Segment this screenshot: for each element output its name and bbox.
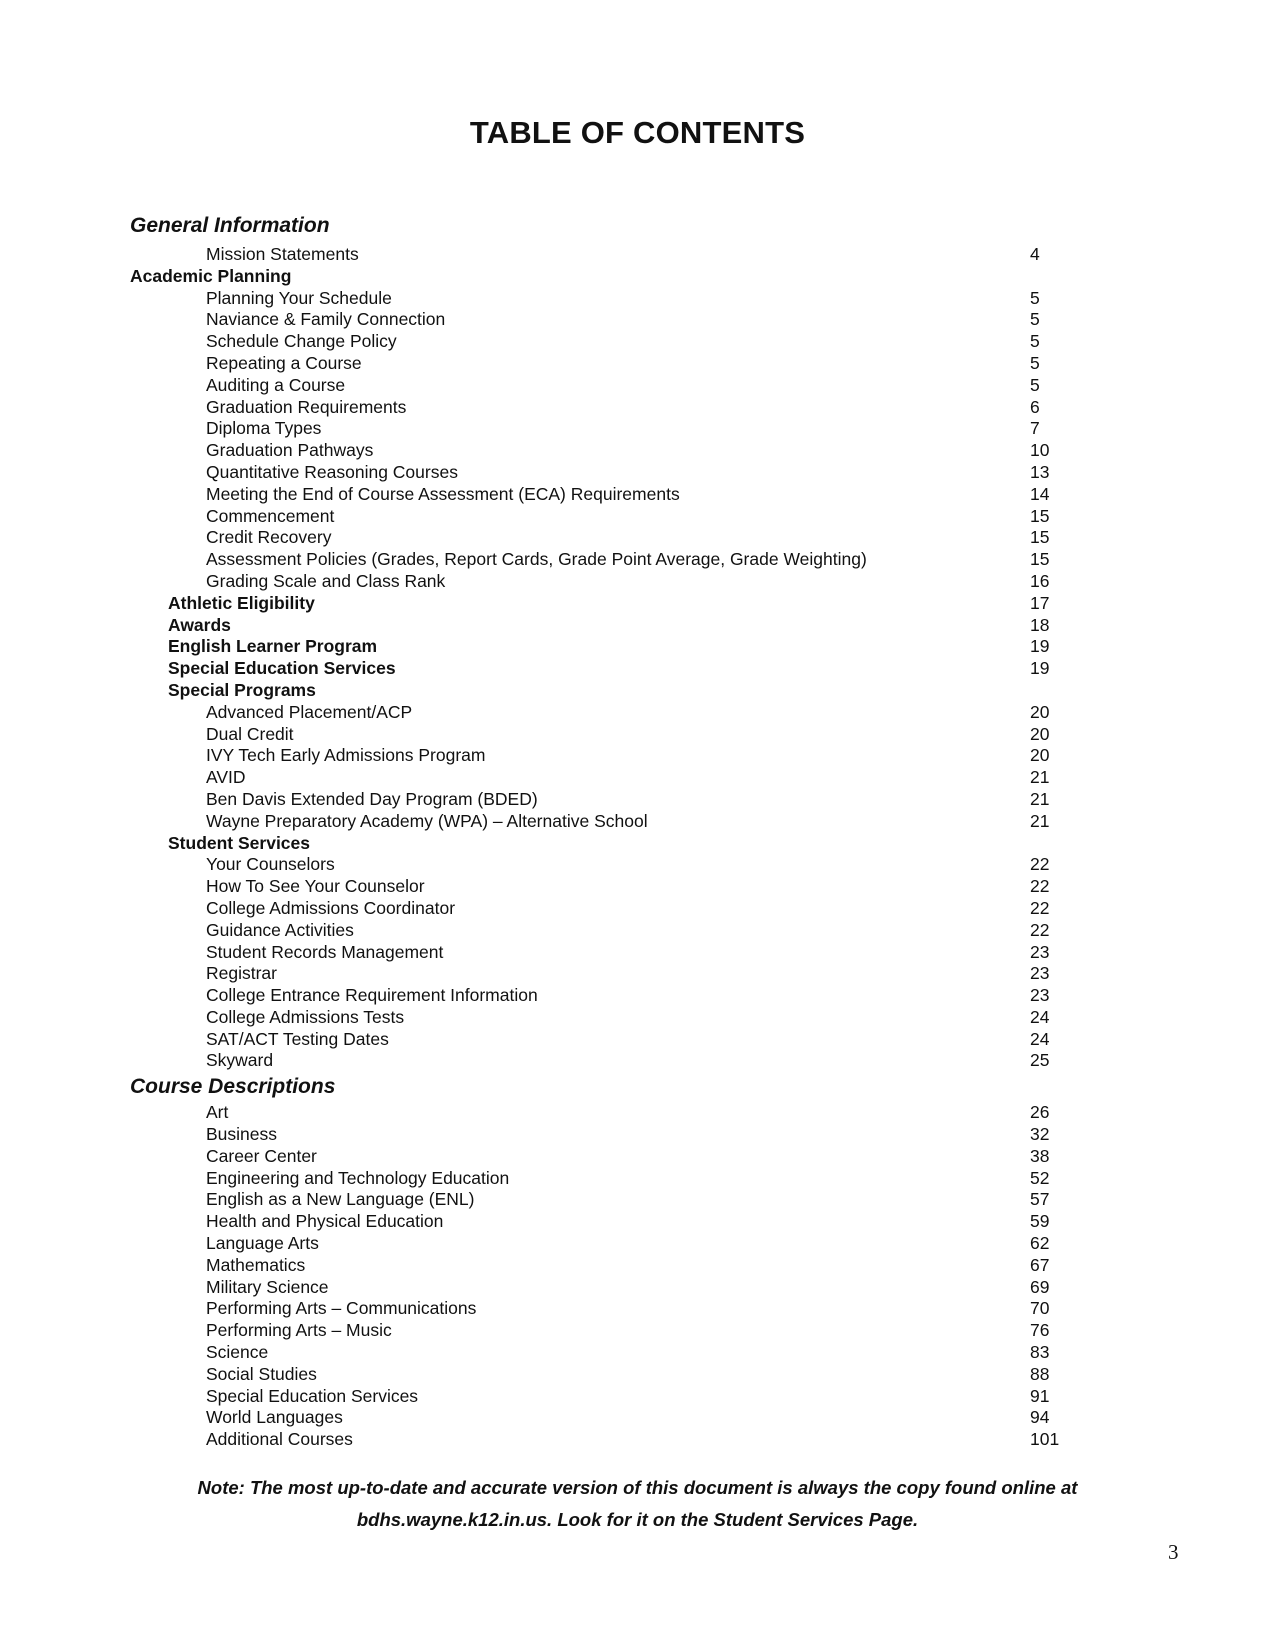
toc-entry-label: World Languages	[206, 1407, 343, 1428]
toc-heading	[130, 833, 1090, 855]
toc-entry-label: Science	[206, 1342, 269, 1363]
toc-entry-label: Health and Physical Education	[206, 1211, 444, 1232]
toc-entry-label: Commencement	[206, 505, 335, 526]
toc-entry-page: 4	[1030, 244, 1040, 264]
toc-entry-label: Athletic Eligibility	[168, 592, 315, 613]
toc-entry-label: Naviance & Family Connection	[206, 309, 446, 330]
toc-entry	[130, 1386, 1090, 1408]
toc-heading	[130, 593, 1090, 615]
toc-entry-label: How To See Your Counselor	[206, 876, 425, 897]
toc-entry-page: 83	[1030, 1342, 1050, 1363]
toc-entry-label: Registrar	[206, 963, 277, 984]
toc-entry	[130, 288, 1090, 310]
toc-entry-label: Student Services	[168, 832, 310, 853]
toc-entry	[130, 876, 1090, 898]
toc-entry	[130, 1407, 1090, 1429]
toc-entry	[130, 811, 1090, 833]
page-number: 3	[1168, 1540, 1179, 1564]
toc-entry-page: 25	[1030, 1050, 1050, 1071]
toc-entry	[130, 331, 1090, 353]
toc-entry-page: 22	[1030, 876, 1050, 897]
toc-entry	[130, 1168, 1090, 1190]
toc-entry-page: 101	[1030, 1429, 1060, 1450]
toc-entry	[130, 571, 1090, 593]
table-of-contents	[130, 208, 1090, 1451]
toc-entry	[130, 418, 1090, 440]
toc-entry	[130, 1050, 1090, 1072]
toc-entry-label: College Entrance Requirement Information	[206, 985, 538, 1006]
toc-entry	[130, 244, 1090, 266]
toc-entry-page: 10	[1030, 440, 1050, 461]
toc-heading	[130, 615, 1090, 637]
toc-entry-label: Mission Statements	[206, 244, 359, 264]
toc-entry-page: 67	[1030, 1254, 1050, 1275]
toc-entry	[130, 724, 1090, 746]
toc-entry-label: Auditing a Course	[206, 374, 346, 395]
toc-entry	[130, 397, 1090, 419]
toc-entry-page: 24	[1030, 1006, 1050, 1027]
toc-entry-page: 20	[1030, 745, 1050, 766]
toc-entry-page: 13	[1030, 461, 1050, 482]
toc-entry	[130, 1007, 1090, 1029]
toc-section-heading	[130, 208, 1090, 244]
toc-entry-page: 38	[1030, 1145, 1050, 1166]
note	[0, 1472, 1275, 1536]
toc-heading	[130, 658, 1090, 680]
page-title: TABLE OF CONTENTS	[469, 115, 806, 150]
toc-entry-label: Guidance Activities	[206, 919, 354, 940]
toc-entry-page: 57	[1030, 1189, 1050, 1210]
toc-entry-label: Advanced Placement/ACP	[206, 701, 413, 722]
toc-entry-label: Assessment Policies (Grades, Report Cards, Grade Point Average, Grade Weighting)	[206, 549, 867, 570]
toc-entry	[130, 745, 1090, 767]
toc-entry-label: Mathematics	[206, 1254, 306, 1275]
toc-entry-page: 15	[1030, 549, 1050, 570]
toc-entry	[130, 1364, 1090, 1386]
toc-entry-page: 91	[1030, 1385, 1050, 1406]
toc-entry-page: 76	[1030, 1320, 1050, 1341]
toc-entry	[130, 942, 1090, 964]
toc-entry	[130, 789, 1090, 811]
toc-entry	[130, 1211, 1090, 1233]
toc-entry	[130, 1298, 1090, 1320]
toc-entry-page: 16	[1030, 570, 1050, 591]
toc-entry	[130, 854, 1090, 876]
toc-entry-label: Your Counselors	[206, 854, 335, 875]
toc-entry-page: 5	[1030, 374, 1040, 395]
note-line-2: bdhs.wayne.k12.in.us. Look for it on the Student Services Page.	[356, 1509, 919, 1530]
toc-entry-label: Engineering and Technology Education	[206, 1167, 510, 1188]
toc-entry-label: Art	[206, 1102, 229, 1123]
toc-entry-page: 52	[1030, 1167, 1050, 1188]
toc-entry-page: 15	[1030, 527, 1050, 548]
toc-entry-label: Schedule Change Policy	[206, 331, 397, 352]
toc-entry-label: English as a New Language (ENL)	[206, 1189, 475, 1210]
toc-entry	[130, 1277, 1090, 1299]
toc-entry	[130, 1146, 1090, 1168]
toc-entry-label: Student Records Management	[206, 941, 444, 962]
toc-entry	[130, 767, 1090, 789]
toc-entry-label: College Admissions Coordinator	[206, 897, 456, 918]
toc-entry-page: 23	[1030, 941, 1050, 962]
toc-entry-page: 21	[1030, 767, 1050, 788]
toc-entry	[130, 702, 1090, 724]
toc-entry-page: 94	[1030, 1407, 1050, 1428]
toc-entry	[130, 1255, 1090, 1277]
toc-entry	[130, 1189, 1090, 1211]
toc-heading	[130, 266, 1090, 288]
toc-entry-label: Grading Scale and Class Rank	[206, 570, 446, 591]
toc-entry	[130, 462, 1090, 484]
toc-entry-page: 23	[1030, 985, 1050, 1006]
toc-entry	[130, 527, 1090, 549]
toc-entry-page: 23	[1030, 963, 1050, 984]
toc-entry-label: Special Programs	[168, 679, 316, 700]
toc-heading	[130, 636, 1090, 658]
toc-entry-label: Special Education Services	[168, 658, 396, 679]
toc-entry-page: 32	[1030, 1124, 1050, 1145]
toc-entry-label: Repeating a Course	[206, 352, 362, 373]
toc-entry-page: 59	[1030, 1211, 1050, 1232]
toc-entry-label: Career Center	[206, 1145, 317, 1166]
toc-entry	[130, 549, 1090, 571]
toc-entry-label: Performing Arts – Music	[206, 1320, 392, 1341]
toc-entry-label: Planning Your Schedule	[206, 287, 392, 308]
toc-entry-page: 24	[1030, 1028, 1050, 1049]
toc-entry-page: 21	[1030, 810, 1050, 831]
toc-entry-label: Special Education Services	[206, 1385, 419, 1406]
toc-entry-label: Diploma Types	[206, 418, 322, 439]
toc-entry-label: Business	[206, 1124, 278, 1145]
toc-entry-label: Skyward	[206, 1050, 274, 1071]
toc-entry-label: Wayne Preparatory Academy (WPA) – Alternative School	[206, 810, 648, 831]
toc-entry	[130, 1233, 1090, 1255]
toc-entry-page: 22	[1030, 854, 1050, 875]
toc-entry	[130, 1342, 1090, 1364]
toc-entry-label: Language Arts	[206, 1233, 319, 1254]
toc-entry-label: Awards	[168, 614, 231, 635]
toc-entry-label: Ben Davis Extended Day Program (BDED)	[206, 788, 538, 809]
toc-entry-page: 14	[1030, 483, 1050, 504]
toc-entry	[130, 963, 1090, 985]
toc-entry-label: Graduation Requirements	[206, 396, 407, 417]
toc-entry-label: Dual Credit	[206, 723, 294, 744]
toc-entry	[130, 920, 1090, 942]
toc-entry-page: 5	[1030, 331, 1040, 352]
toc-entry-page: 5	[1030, 352, 1040, 373]
toc-entry-page: 88	[1030, 1363, 1050, 1384]
toc-entry-page: 15	[1030, 505, 1050, 526]
toc-entry-label: Quantitative Reasoning Courses	[206, 461, 458, 482]
toc-entry	[130, 1102, 1090, 1124]
toc-entry-label: Performing Arts – Communications	[206, 1298, 477, 1319]
toc-entry-label: College Admissions Tests	[206, 1006, 405, 1027]
toc-entry	[130, 1320, 1090, 1342]
toc-section-heading	[130, 1072, 1090, 1102]
toc-entry-label: Additional Courses	[206, 1429, 353, 1450]
toc-entry	[130, 309, 1090, 331]
toc-entry-label: Social Studies	[206, 1363, 317, 1384]
toc-entry	[130, 484, 1090, 506]
toc-entry-page: 20	[1030, 701, 1050, 722]
toc-entry	[130, 440, 1090, 462]
toc-entry-page: 7	[1030, 418, 1040, 439]
toc-entry-label: Military Science	[206, 1276, 329, 1297]
toc-entry-page: 62	[1030, 1233, 1050, 1254]
toc-entry	[130, 1124, 1090, 1146]
toc-entry-page: 5	[1030, 287, 1040, 308]
toc-entry-page: 20	[1030, 723, 1050, 744]
toc-entry-label: IVY Tech Early Admissions Program	[206, 745, 486, 766]
toc-entry-page: 19	[1030, 658, 1050, 679]
toc-entry-label: Meeting the End of Course Assessment (ECA) Requirements	[206, 483, 680, 504]
toc-entry	[130, 898, 1090, 920]
toc-entry-label: AVID	[206, 767, 246, 788]
toc-entry-page: 26	[1030, 1102, 1050, 1123]
toc-entry-page: 19	[1030, 636, 1050, 657]
toc-entry-page: 5	[1030, 309, 1040, 330]
toc-entry-label: English Learner Program	[168, 636, 378, 657]
toc-entry-page: 22	[1030, 919, 1050, 940]
toc-entry-label: Credit Recovery	[206, 527, 332, 548]
toc-entry-label: General Information	[130, 214, 330, 237]
toc-entry-label: SAT/ACT Testing Dates	[206, 1028, 389, 1049]
toc-entry-page: 18	[1030, 614, 1050, 635]
toc-entry	[130, 375, 1090, 397]
toc-entry-page: 21	[1030, 788, 1050, 809]
toc-entry	[130, 353, 1090, 375]
toc-entry-label: Course Descriptions	[130, 1075, 336, 1099]
toc-entry-label: Academic Planning	[130, 265, 292, 286]
toc-entry-page: 22	[1030, 897, 1050, 918]
toc-entry-page: 6	[1030, 396, 1040, 417]
toc-entry-page: 70	[1030, 1298, 1050, 1319]
toc-entry	[130, 1029, 1090, 1051]
toc-entry-page: 69	[1030, 1276, 1050, 1297]
toc-heading	[130, 680, 1090, 702]
toc-entry-label: Graduation Pathways	[206, 440, 374, 461]
toc-entry	[130, 1429, 1090, 1451]
toc-entry-page: 17	[1030, 592, 1050, 613]
note-line-1: Note: The most up-to-date and accurate version of this document is always the copy found online at	[197, 1477, 1078, 1498]
toc-entry	[130, 985, 1090, 1007]
toc-entry	[130, 506, 1090, 528]
